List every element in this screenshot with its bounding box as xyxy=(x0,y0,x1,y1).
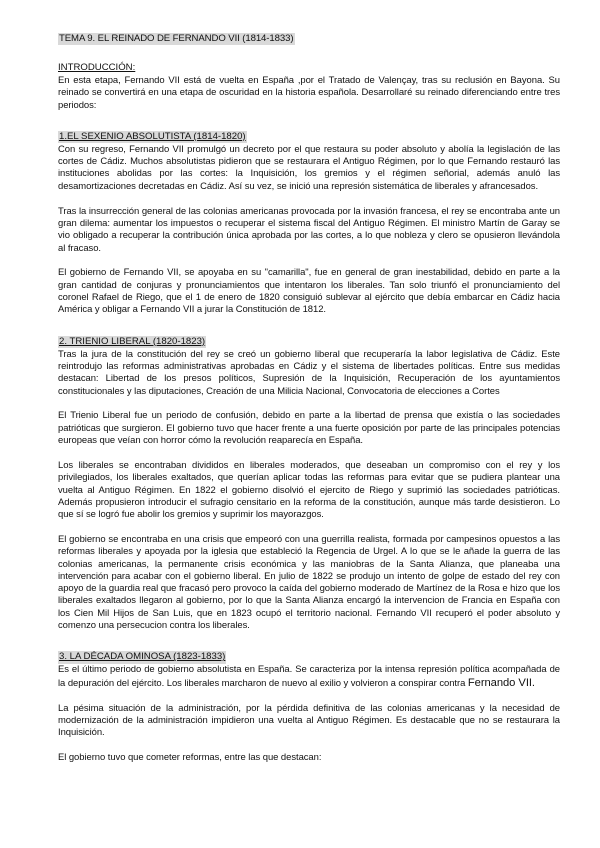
paragraph: El gobierno de Fernando VII, se apoyaba en su "camarilla", fue en general de gran inestabilidad, debido en parte a la gran cantidad de conjuras y pronunciamientos que intentaron los liberales. Tan solo triunfó el pronunciamiento del coronel Rafael de Riego, que el 1 de enero de 1820 consiguió sublevar al ejército que debía embarcar en Cádiz hacia América y obligar a Fernando VII a jurar la Constitución de 1812. xyxy=(58,267,560,316)
paragraph-text-large: Fernando VII. xyxy=(467,676,535,689)
paragraph: El Trienio Liberal fue un periodo de confusión, debido en parte a la libertad de prensa que existía o las sociedades patrióticas que surgieron. El gobierno tuvo que hacer frente a una fuerte oposición por parte de las principales potencias europeas que veían con horror cómo la revolución reaparecía en España. xyxy=(58,410,560,447)
paragraph: Los liberales se encontraban divididos en liberales moderados, que deseaban un compromiso con el rey y los privilegiados, los liberales exaltados, que querían aplicar todas las reformas para evitar que se pudiera plantear una vuelta al Antiguo Régimen. En 1822 el gobierno disolvió el ejercito de Riego y suprimió las sociedades patrióticas. Además propusieron introducir el sufragio censitario en la reforma de la constitución, aunque más tarde desistieron. Lo que sí se logró fue abolir los gremios y suprimir los mayorazgos. xyxy=(58,459,560,521)
paragraph: El gobierno tuvo que cometer reformas, entre las que destacan: xyxy=(58,752,322,764)
paragraph: La pésima situación de la administración, por la pérdida definitiva de las colonias americanas y la necesidad de modernización de la administración impidieron una vuelta al Antiguo Régimen. Es destacable que no se restaurara la Inquisición. xyxy=(58,702,560,739)
paragraph: El gobierno se encontraba en una crisis que empeoró con una guerrilla realista, formada por campesinos opuestos a las reformas liberales y apoyada por la iglesia que estableció la Regencia de Urgel. A lo que se le añade la guerra de las colonias americanas, la permanente crisis económica y las maniobras de la Santa Alianza, que planeaba una intervención para acabar con el gobierno liberal. En julio de 1822 se produjo un intento de golpe de estado del rey con apoyo de la guardia real que fracasó pero provoco la caída del gobierno moderado de Martínez de la Rosa e hizo que los liberales exaltados llegaron al gobierno, por lo que la Santa Alianza encargó la intervencion de Francia en España con los Cien Mil Hijos de San Luis, que en 1823 ocupó el territorio nacional. Fernando VII recuperó el poder absoluto y comenzo una persecucion contra los liberales. xyxy=(58,533,560,632)
section-heading-trienio: 2. TRIENIO LIBERAL (1820-1823) xyxy=(59,335,206,347)
intro-section xyxy=(58,57,560,112)
section-heading-decada: 3. LA DÉCADA OMINOSA (1823-1833) xyxy=(59,651,226,663)
paragraph-text: Es el último periodo de gobierno absolutista en España. Se caracteriza por la intensa represión política acompañada de la depuración del ejército. Los liberales marcharon de nuevo al exilio y volvieron a conspirar contra xyxy=(58,664,560,689)
paragraph: Tras la jura de la constitución del rey se creó un gobierno liberal que recuperaría la labor legislativa de Cádiz. Este reintrodujo las reformas administrativas aprobadas en Cádiz y el sistema de libertades políticas. Entre sus medidas destacan: Libertad de los presos políticos, Supresión de la Inquisición, Recuperación de los ayuntamientos constitucionales y las diputaciones, Creación de una Milicia Nacional, Convocatoria de elecciones a Cortes xyxy=(58,348,560,397)
section-sexenio xyxy=(58,126,560,317)
intro-heading: INTRODUCCIÓN: xyxy=(58,62,136,73)
section-decada xyxy=(58,646,560,764)
intro-paragraph: En esta etapa, Fernando VII está de vuelta en España ,por el Tratado de Valençay, tras su reclusión en Bayona. Su reinado se convertirá en una etapa de oscuridad en la historia española. Desarrollaré su reinado diferenciando entre tres periodos: xyxy=(58,75,560,111)
paragraph xyxy=(58,664,560,690)
section-trienio xyxy=(58,331,560,633)
section-heading-sexenio: 1.EL SEXENIO ABSOLUTISTA (1814-1820) xyxy=(59,130,246,142)
paragraph: Tras la insurrección general de las colonias americanas provocada por la invasión francesa, el rey se encontraba ante un gran dilema: aumentar los impuestos o recuperar el sistema fiscal del Antiguo Régimen. El ministro Martín de Garay se vio obligado a recuperar la contribución única aprobada por las cortes, a lo que nobleza y clero se opusieron llevándola al fracaso. xyxy=(58,205,560,254)
paragraph: Con su regreso, Fernando VII promulgó un decreto por el que restaura su poder absoluto y abolía la legislación de las cortes de Cádiz. Muchos absolutistas pidieron que se restaurara el Antiguo Régimen, por lo que Fernando restauró las instituciones abolidas por las cortes: la Inquisición, los gremios y el régimen señorial, además anuló las desamortizaciones decretadas en Cádiz. Así su vez, se inició una represión sistemática de liberales y afrancesados. xyxy=(58,143,560,192)
document-title: TEMA 9. EL REINADO DE FERNANDO VII (1814-1833) xyxy=(59,33,294,44)
